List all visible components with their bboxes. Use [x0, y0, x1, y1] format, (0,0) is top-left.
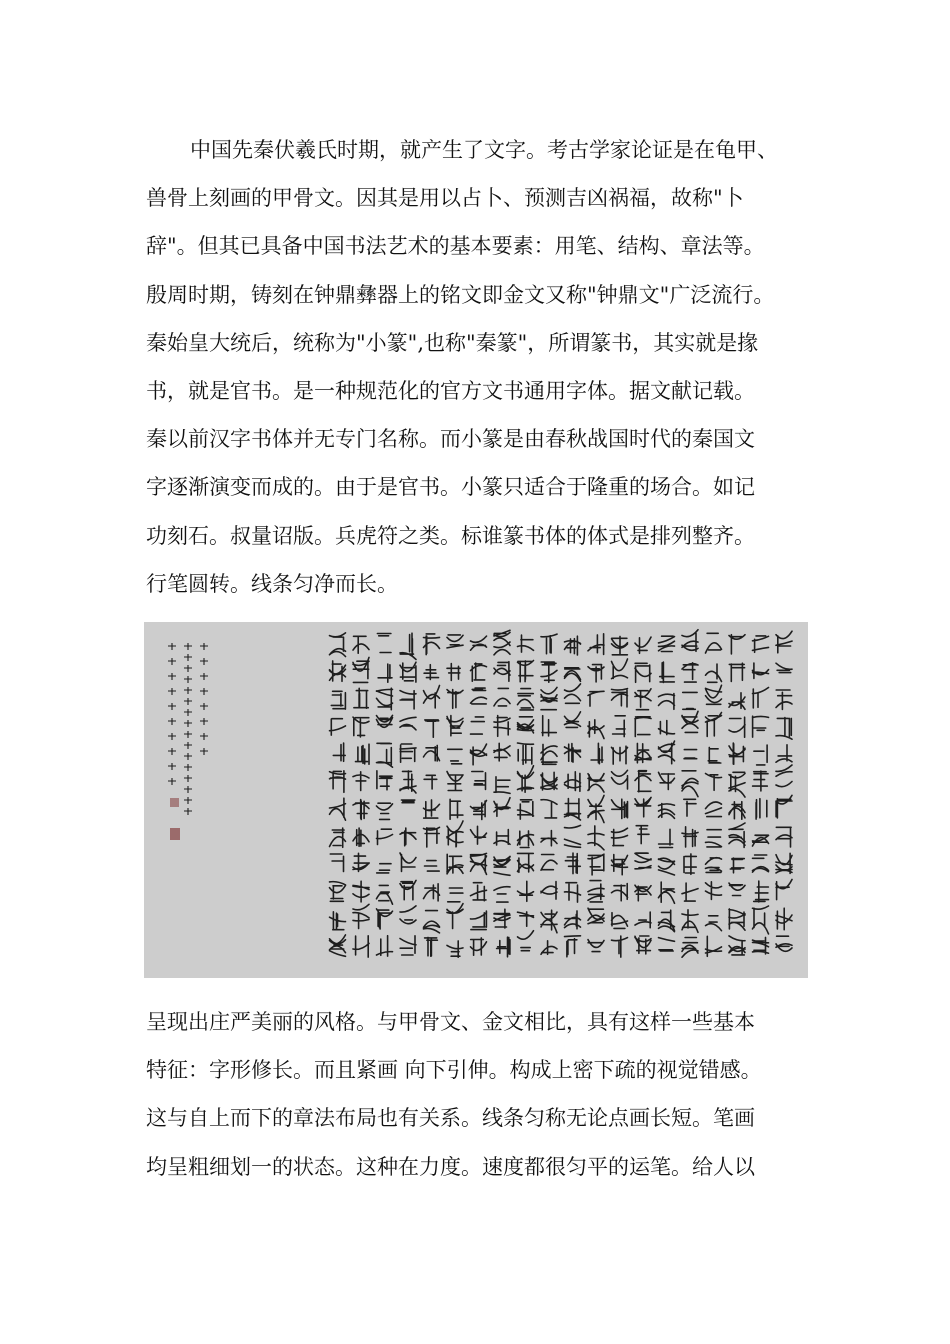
text-line: 呈现出庄严美丽的风格。与甲骨文、金文相比，具有这样一些基本: [146, 1010, 755, 1034]
calligraphy-artwork: [144, 622, 808, 978]
text-line: 秦始皇大统后，统称为"小篆",也称"秦篆"，所谓篆书，其实就是掾: [146, 330, 759, 355]
text-line: 辞"。但其已具备中国书法艺术的基本要素：用笔、结构、章法等。: [146, 234, 765, 259]
red-seal-stamp: [170, 828, 180, 840]
seal-script-calligraphy-image: [144, 622, 808, 978]
text-line: 行笔圆转。线条匀净而长。: [146, 571, 398, 596]
red-seal-stamp: [170, 798, 179, 807]
text-line: 秦以前汉字书体并无专门名称。而小篆是由春秋战国时代的秦国文: [146, 427, 755, 452]
text-line: 中国先秦伏羲氏时期，就产生了文字。考古学家论证是在龟甲、: [190, 138, 778, 162]
text-line: 殷周时期，铸刻在钟鼎彝器上的铭文即金文又称"钟鼎文"广泛流行。: [146, 282, 775, 307]
text-line: 书，就是官书。是一种规范化的官方文书通用字体。据文献记载。: [146, 379, 755, 403]
text-line: 这与自上而下的章法布局也有关系。线条匀称无论点画长短。笔画: [146, 1106, 755, 1131]
text-line: 特征：字形修长。而且紧画 向下引伸。构成上密下疏的视觉错感。: [146, 1058, 762, 1083]
text-line: 功刻石。叔量诏版。兵虎符之类。标谁篆书体的体式是排列整齐。: [146, 523, 755, 548]
text-line: 均呈粗细划一的状态。这种在力度。速度都很匀平的运笔。给人以: [146, 1154, 755, 1179]
text-line: 兽骨上刻画的甲骨文。因其是用以占卜、预测吉凶祸福，故称"卜: [146, 186, 744, 211]
text-line: 字逐渐演变而成的。由于是官书。小篆只适合于隆重的场合。如记: [146, 475, 755, 500]
